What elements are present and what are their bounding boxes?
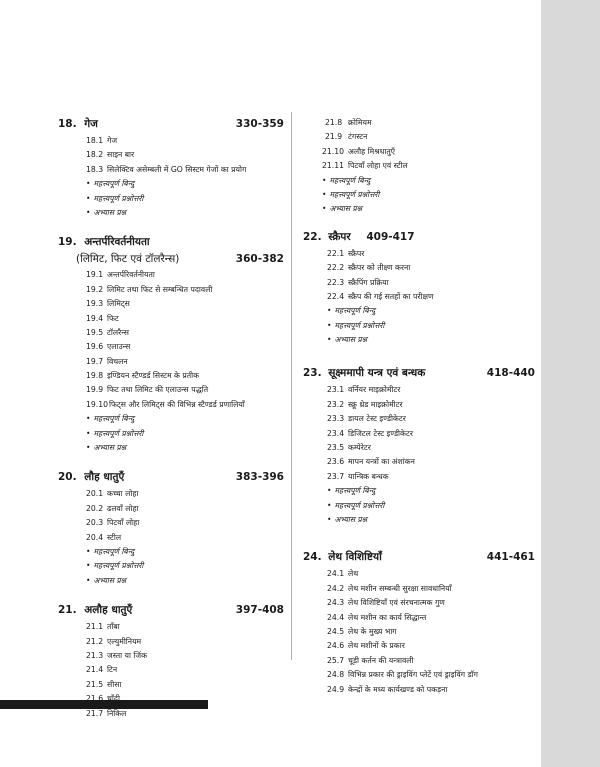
- item-number: 25.7: [327, 655, 345, 665]
- chapter-subtitle-row: [58, 250, 284, 268]
- item-number: 23.5: [327, 443, 345, 453]
- item-text: डायल टेस्ट इण्डीकेटर: [348, 414, 406, 424]
- toc-item[interactable]: [86, 516, 284, 530]
- item-text: फिट्स और लिमिट्स की विभिन्न स्टैण्डर्ड प्रणालियाँ: [109, 399, 245, 409]
- bullet-item[interactable]: [86, 177, 284, 191]
- toc-item[interactable]: [327, 290, 535, 304]
- item-number: 24.9: [327, 684, 345, 694]
- item-number: 19.8: [86, 371, 104, 381]
- item-number: 18.2: [86, 150, 104, 160]
- item-number: 19.10: [86, 399, 109, 409]
- item-number: 21.3: [86, 650, 104, 660]
- item-text: फिट तथा लिमिट की एलाउन्स पद्धति: [107, 385, 209, 395]
- toc-item[interactable]: [86, 268, 284, 282]
- bullet-icon: •: [322, 189, 327, 199]
- bullet-text: महत्त्वपूर्ण बिन्दु: [93, 179, 135, 189]
- bullet-text: अभ्यास प्रश्न: [334, 514, 368, 524]
- bullet-item[interactable]: [322, 188, 535, 202]
- item-number: 21.9: [325, 132, 343, 142]
- bullet-text: महत्त्वपूर्ण बिन्दु: [334, 486, 376, 496]
- item-number: 20.3: [86, 518, 104, 528]
- chapter-title: लौह धातुएँ: [84, 471, 125, 484]
- chapter-pages: 441-461: [486, 551, 535, 564]
- chapter-18: [58, 116, 284, 220]
- chapter-number: 21.: [58, 604, 77, 617]
- item-number: 19.7: [86, 356, 104, 366]
- toc-item[interactable]: [322, 145, 535, 159]
- bullet-icon: •: [86, 575, 91, 585]
- item-number: 20.1: [86, 489, 104, 499]
- chapter-number: 20.: [58, 471, 77, 484]
- toc-item[interactable]: [86, 326, 284, 340]
- toc-item[interactable]: [327, 247, 535, 261]
- toc-item[interactable]: [86, 635, 284, 649]
- toc-item[interactable]: [86, 487, 284, 501]
- item-number: 23.4: [327, 428, 345, 438]
- chapter-heading[interactable]: [303, 229, 535, 245]
- item-number: 24.1: [327, 569, 345, 579]
- item-number: 19.3: [86, 299, 104, 309]
- item-text: चूड़ी कर्तन की यन्त्रावली: [348, 655, 414, 665]
- item-text: लेथ: [348, 569, 359, 579]
- chapter-title: अलौह धातुएँ: [84, 604, 133, 617]
- toc-item[interactable]: [327, 567, 535, 581]
- toc-item[interactable]: [327, 683, 535, 697]
- item-number: 24.2: [327, 583, 345, 593]
- toc-item[interactable]: [327, 412, 535, 426]
- bullet-icon: •: [86, 414, 91, 424]
- chapter-title: स्क्रैपर: [328, 230, 351, 243]
- item-number: 22.1: [327, 248, 345, 258]
- toc-item[interactable]: [327, 668, 535, 682]
- item-text: टिन: [107, 665, 118, 675]
- toc-item[interactable]: [327, 470, 535, 484]
- chapter-title: गेज: [84, 118, 98, 130]
- bullet-item[interactable]: [327, 499, 535, 513]
- bullet-item[interactable]: [86, 545, 284, 559]
- item-number: 19.2: [86, 284, 104, 294]
- item-text: फिट: [107, 313, 119, 323]
- item-text: कम्पेरेटर: [348, 443, 371, 453]
- item-text: स्टील: [107, 532, 122, 542]
- bullet-icon: •: [327, 486, 332, 496]
- chapter-items: [58, 268, 284, 455]
- chapter-pages: 330-359: [235, 118, 284, 130]
- toc-item[interactable]: [86, 312, 284, 326]
- item-text: गेज: [107, 136, 118, 145]
- item-text: टॉलरैन्स: [107, 327, 129, 337]
- bullet-text: अभ्यास प्रश्न: [334, 335, 368, 345]
- bullet-icon: •: [327, 320, 332, 330]
- bullet-text: अभ्यास प्रश्न: [93, 575, 127, 585]
- item-number: 21.7: [86, 708, 104, 718]
- bullet-icon: •: [327, 335, 332, 345]
- item-number: 21.2: [86, 636, 104, 646]
- chapter-items: [58, 487, 284, 588]
- chapter-pages: 418-440: [486, 367, 535, 380]
- chapter-number: 18.: [58, 118, 77, 130]
- bullet-text: महत्त्वपूर्ण प्रश्नोत्तरी: [334, 500, 385, 510]
- chapter-heading[interactable]: [58, 234, 284, 250]
- toc-item[interactable]: [327, 398, 535, 412]
- item-text: एल्युमीनियम: [107, 636, 142, 646]
- item-number: 22.3: [327, 277, 345, 287]
- chapter-number: 22.: [303, 230, 322, 243]
- page-edge-band: [541, 0, 600, 767]
- chapter-heading[interactable]: [58, 469, 284, 485]
- chapter-items: [303, 567, 535, 697]
- bullet-item[interactable]: [86, 192, 284, 206]
- item-text: स्क्रैप की गई सतहों का परीक्षण: [348, 291, 434, 301]
- item-text: विभिन्न प्रकार की ड्राइविंग प्लेटें एवं ड्राइविंग डॉग: [348, 670, 478, 680]
- item-text: साइन बार: [107, 150, 135, 160]
- chapter-21: [58, 602, 284, 721]
- bullet-text: महत्त्वपूर्ण बिन्दु: [93, 414, 135, 424]
- toc-item[interactable]: [327, 625, 535, 639]
- item-number: 23.6: [327, 457, 345, 467]
- item-text: स्क्रैपर: [348, 248, 365, 258]
- toc-item[interactable]: [86, 297, 284, 311]
- item-text: निकिल: [107, 708, 127, 718]
- bullet-icon: •: [86, 546, 91, 556]
- item-text: स्क्रैपिंग प्रक्रिया: [348, 277, 389, 287]
- chapter-20: [58, 469, 284, 588]
- bullet-item[interactable]: [86, 574, 284, 588]
- item-text: टंगस्टन: [348, 132, 368, 142]
- bullet-icon: •: [322, 175, 327, 185]
- toc-item[interactable]: [86, 148, 284, 162]
- toc-item[interactable]: [86, 134, 284, 148]
- chapter-heading[interactable]: [303, 365, 535, 381]
- chapter-24: [303, 549, 535, 697]
- item-number: 21.11: [322, 161, 345, 171]
- bullet-icon: •: [86, 207, 91, 217]
- chapter-items: [303, 247, 535, 348]
- item-number: 18.3: [86, 164, 104, 174]
- toc-item[interactable]: [86, 355, 284, 369]
- toc-item[interactable]: [327, 582, 535, 596]
- bullet-text: महत्त्वपूर्ण प्रश्नोत्तरी: [329, 189, 380, 199]
- item-number: 24.8: [327, 670, 345, 680]
- bullet-item[interactable]: [327, 304, 535, 318]
- item-number: 21.4: [86, 665, 104, 675]
- chapter-number: 19.: [58, 236, 77, 249]
- item-text: लेथ विशिष्टियाँ एवं संरचनात्मक गुण: [348, 598, 445, 608]
- toc-item[interactable]: [327, 455, 535, 469]
- toc-item[interactable]: [86, 531, 284, 545]
- bullet-text: महत्त्वपूर्ण बिन्दु: [93, 546, 135, 556]
- chapter-pages: 360-382: [235, 253, 284, 266]
- bullet-text: महत्त्वपूर्ण प्रश्नोत्तरी: [93, 193, 144, 203]
- item-text: एलाउन्स: [107, 342, 131, 352]
- item-number: 23.7: [327, 471, 345, 481]
- item-text: डिजिटल टेस्ट इण्डीकेटर: [348, 428, 413, 438]
- toc-item[interactable]: [327, 383, 535, 397]
- item-number: 24.6: [327, 641, 345, 651]
- item-text: केन्द्रों के मध्य कार्यखण्ड को पकड़ना: [348, 684, 448, 694]
- item-number: 23.3: [327, 414, 345, 424]
- item-text: मापन यन्त्रों का अंशांकन: [348, 457, 415, 467]
- item-text: लिमिट तथा फिट से सम्बन्धित पदावली: [107, 284, 213, 294]
- item-number: 24.5: [327, 626, 345, 636]
- bullet-item[interactable]: [86, 206, 284, 220]
- item-number: 19.4: [86, 313, 104, 323]
- item-number: 19.1: [86, 270, 104, 280]
- item-text: चाँदी: [107, 694, 120, 704]
- toc-item[interactable]: [86, 383, 284, 397]
- item-text: इण्डियन स्टैण्डर्ड सिस्टम के प्रतीक: [107, 371, 199, 381]
- bullet-icon: •: [86, 179, 91, 189]
- item-number: 21.10: [322, 146, 345, 156]
- item-number: 24.3: [327, 598, 345, 608]
- bullet-text: महत्त्वपूर्ण प्रश्नोत्तरी: [93, 561, 144, 571]
- item-text: लेथ के मुख्य भाग: [348, 626, 397, 636]
- item-number: 23.2: [327, 399, 345, 409]
- toc-item[interactable]: [86, 649, 284, 663]
- chapter-pages: 409-417: [366, 230, 415, 243]
- toc-item[interactable]: [86, 369, 284, 383]
- toc-item[interactable]: [327, 276, 535, 290]
- toc-item[interactable]: [327, 596, 535, 610]
- item-text: विचलन: [107, 356, 128, 366]
- item-text: स्क्रू थ्रेड माइक्रोमीटर: [348, 399, 403, 409]
- bullet-icon: •: [327, 500, 332, 510]
- item-text: सिलेक्टिव असेम्बली में GO सिस्टम गेजों का प्रयोग: [107, 164, 247, 174]
- toc-item[interactable]: [86, 678, 284, 692]
- item-number: 20.2: [86, 503, 104, 513]
- toc-item[interactable]: [327, 611, 535, 625]
- item-text: स्क्रैपर को तीक्ष्ण करना: [348, 263, 411, 273]
- bullet-item[interactable]: [86, 412, 284, 426]
- item-text: पिटवाँ लोहा एवं स्टील: [348, 161, 408, 171]
- chapter-number: 24.: [303, 551, 322, 564]
- bullet-text: अभ्यास प्रश्न: [329, 204, 363, 214]
- item-text: वर्नियर माइक्रोमीटर: [348, 385, 401, 395]
- chapter-items: [303, 116, 535, 217]
- item-number: 21.5: [86, 679, 104, 689]
- toc-item[interactable]: [86, 620, 284, 634]
- item-text: लेथ मशीन का कार्य सिद्धान्त: [348, 612, 427, 622]
- toc-left-column: [58, 116, 284, 735]
- toc-item[interactable]: [322, 159, 535, 173]
- item-number: 20.4: [86, 532, 104, 542]
- item-text: ढलवाँ लोहा: [107, 503, 139, 513]
- item-number: 19.6: [86, 342, 104, 352]
- item-number: 19.9: [86, 385, 104, 395]
- chapter-title: सूक्ष्ममापी यन्त्र एवं बन्धक: [328, 367, 426, 380]
- item-text: लेथ मशीनों के प्रकार: [348, 641, 405, 651]
- toc-item[interactable]: [327, 654, 535, 668]
- item-number: 23.1: [327, 385, 345, 395]
- item-text: पिटवाँ लोहा: [107, 518, 140, 528]
- bullet-icon: •: [327, 514, 332, 524]
- column-divider: [291, 112, 292, 660]
- toc-item[interactable]: [86, 502, 284, 516]
- item-number: 18.1: [86, 136, 104, 145]
- bullet-text: अभ्यास प्रश्न: [93, 443, 127, 453]
- item-text: लिमिट्स: [107, 299, 130, 309]
- chapter-pages: 397-408: [235, 604, 284, 617]
- item-number: 21.1: [86, 622, 104, 632]
- toc-item[interactable]: [86, 340, 284, 354]
- bullet-item[interactable]: [86, 427, 284, 441]
- item-number: 21.8: [325, 118, 343, 127]
- item-text: सीसा: [107, 679, 122, 689]
- toc-right-column: [303, 116, 535, 711]
- item-text: अन्तर्परिवर्तनीयता: [107, 270, 155, 280]
- item-text: जस्ता या जिंक: [107, 650, 148, 660]
- bullet-item[interactable]: [322, 202, 535, 216]
- item-text: अलौह मिश्रधातुएँ: [348, 146, 395, 156]
- bullet-item[interactable]: [327, 319, 535, 333]
- item-text: कच्चा लोहा: [107, 489, 139, 499]
- toc-item[interactable]: [86, 707, 284, 721]
- item-text: ताँबा: [107, 622, 120, 632]
- chapter-heading[interactable]: [58, 602, 284, 618]
- chapter-subtitle: (लिमिट, फिट एवं टॉलरैन्स): [76, 253, 180, 266]
- item-number: 22.2: [327, 263, 345, 273]
- bullet-icon: •: [86, 428, 91, 438]
- bullet-item[interactable]: [86, 441, 284, 455]
- chapter-title: लेथ विशिष्टियाँ: [328, 551, 382, 564]
- toc-item[interactable]: [86, 398, 284, 412]
- toc-item[interactable]: [86, 692, 284, 706]
- bullet-item[interactable]: [86, 559, 284, 573]
- bullet-text: महत्त्वपूर्ण प्रश्नोत्तरी: [334, 320, 385, 330]
- bullet-icon: •: [322, 204, 327, 214]
- item-number: 19.5: [86, 327, 104, 337]
- chapter-title: अन्तर्परिवर्तनीयता: [84, 236, 150, 249]
- bullet-text: महत्त्वपूर्ण बिन्दु: [329, 175, 371, 185]
- toc-item[interactable]: [327, 441, 535, 455]
- bullet-item[interactable]: [322, 174, 535, 188]
- toc-item[interactable]: [327, 639, 535, 653]
- chapter-number: 23.: [303, 367, 322, 380]
- item-number: 22.4: [327, 291, 345, 301]
- item-text: क्रोमियम: [348, 118, 372, 127]
- chapter-items: [58, 134, 284, 220]
- toc-item[interactable]: [86, 663, 284, 677]
- chapter-pages: 383-396: [235, 471, 284, 484]
- chapter-21-continued: [303, 116, 535, 217]
- chapter-heading[interactable]: [303, 549, 535, 565]
- bullet-text: महत्त्वपूर्ण बिन्दु: [334, 306, 376, 316]
- item-number: 21.6: [86, 694, 104, 704]
- item-number: 24.4: [327, 612, 345, 622]
- toc-item[interactable]: [325, 116, 535, 130]
- bullet-icon: •: [86, 443, 91, 453]
- chapter-heading[interactable]: [58, 116, 284, 132]
- toc-item[interactable]: [325, 130, 535, 144]
- bullet-icon: •: [86, 193, 91, 203]
- item-text: लेथ मशीन सम्बन्धी सुरक्षा सावधानियाँ: [348, 583, 452, 593]
- chapter-items: [58, 620, 284, 721]
- bullet-item[interactable]: [327, 513, 535, 527]
- toc-item[interactable]: [86, 163, 284, 177]
- toc-item[interactable]: [327, 261, 535, 275]
- bullet-icon: •: [86, 561, 91, 571]
- chapter-22: [303, 229, 535, 348]
- bullet-icon: •: [327, 306, 332, 316]
- chapter-23: [303, 365, 535, 527]
- chapter-items: [303, 383, 535, 527]
- item-text: यान्त्रिक बन्धक: [348, 471, 389, 481]
- bullet-text: अभ्यास प्रश्न: [93, 207, 127, 217]
- bullet-text: महत्त्वपूर्ण प्रश्नोत्तरी: [93, 428, 144, 438]
- bullet-item[interactable]: [327, 484, 535, 498]
- chapter-19: [58, 234, 284, 455]
- toc-item[interactable]: [327, 427, 535, 441]
- bullet-item[interactable]: [327, 333, 535, 347]
- toc-item[interactable]: [86, 283, 284, 297]
